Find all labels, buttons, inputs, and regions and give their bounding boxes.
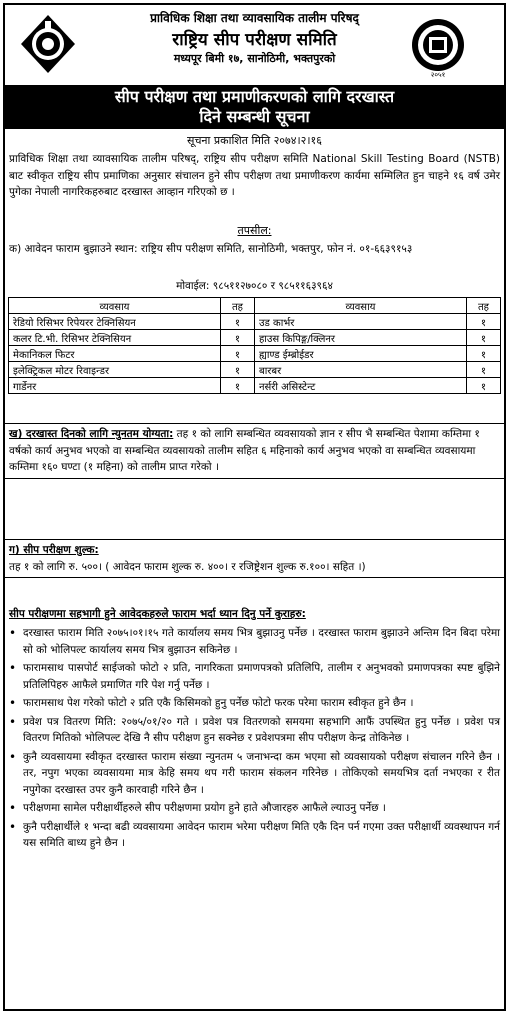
banner-line-2: दिने सम्बन्धी सूचना	[199, 107, 310, 126]
column-header-level: तह	[221, 298, 255, 314]
header	[5, 5, 504, 83]
list-item	[9, 625, 500, 658]
bullet-icon: •	[9, 749, 17, 764]
bullet-icon: •	[9, 801, 17, 815]
fee-label: ग) सीप परीक्षण शुल्क:	[9, 544, 99, 556]
list-item	[9, 660, 500, 693]
qualification-label: ख) दरखास्त दिनको लागि न्युनतम योग्यता:	[9, 428, 174, 440]
fee-text: तह १ को लागि रु. ५००। ( आवेदन फाराम शुल्क रु. ४००। र रजिष्ट्रेशन शुल्क रु.१००। सहित ।)	[9, 560, 366, 573]
occupation-table	[8, 297, 501, 394]
bullet-icon: •	[9, 714, 17, 729]
table-row	[9, 362, 501, 378]
level-cell: १	[467, 330, 501, 346]
board-address: मध्यपूर बिमी १७, सानोठिमी, भक्तपुरको	[173, 52, 336, 65]
occupation-cell: मेकानिकल फिटर	[9, 346, 221, 362]
table-row	[9, 314, 501, 330]
bullet-icon: •	[9, 626, 17, 640]
list-item	[9, 714, 500, 747]
notes-list	[9, 625, 500, 854]
occupation-cell: कलर टि.भी. रिसिभर टेक्निसियन	[9, 330, 221, 346]
note-text: फारामसाथ पासपोर्ट साईजको फोटो २ प्रति, नागरिकता प्रमाणपत्रको प्रतिलिपि, तालीम र अनुभवको प्रमाणपत्रका स्पष्ट बुझिने प्रतिलिपिहरु आफैले प्रमाणित गरि पेश गर्नु पर्नेछ ।	[23, 662, 500, 691]
bullet-icon: •	[9, 819, 17, 834]
application-place: क) आवेदन फाराम बुझाउने स्थान: राष्ट्रिय सीप परीक्षण समिति, सानोठिमी, भक्तपुर, फोन नं. ०१-६६३९१५३	[9, 243, 413, 255]
table-row	[9, 346, 501, 362]
level-cell: १	[221, 346, 255, 362]
level-cell: १	[221, 362, 255, 378]
list-item	[9, 695, 500, 712]
qualification-section	[5, 423, 504, 479]
occupation-cell: ह्याण्ड ईम्ब्रोईडर	[255, 346, 467, 362]
table-row	[9, 330, 501, 346]
note-text: प्रवेश पत्र वितरण मिति: २०७५/०१/२० गते । प्रवेश पत्र वितरणको समयमा सहभागि आफैं उपस्थित हुनु पर्नेछ । प्रवेश पत्र वितरण मितिको भोलिपल्ट देखि नै सीप परीक्षण हुन सक्नेछ र प्रवेशपत्रमा सीप परीक्षण केन्द्र तोकिनेछ ।	[23, 715, 500, 744]
qualification-text: तह १ को लागि सम्बन्धित व्यवसायको ज्ञान र सीप भै सम्बन्धित पेशामा कम्तिमा १ वर्षको कार्य अनुभव भएको वा सम्बन्धित व्यवसायको तालीम सहित ६ महिनाको कार्य अनुभव भएको वा सम्बन्धित व्यवसायमा कम्तिमा १६० घण्टा (१ महिना) को तालीम प्राप्त गरेको ।	[9, 428, 480, 473]
bullet-icon: •	[9, 661, 17, 675]
table-row	[9, 378, 501, 394]
notice-frame	[3, 3, 506, 1011]
column-header-level: तह	[467, 298, 501, 314]
note-text: दरखास्त फाराम मिति २०७५।०१।१५ गते कार्यालय समय भित्र बुझाउनु पर्नेछ । दरखास्त फाराम बुझाउने अन्तिम दिन बिदा परेमा सो को भोलिपल्ट कार्यालय समय भित्र बुझाउन सकिनेछ ।	[23, 627, 500, 656]
banner-line-1: सीप परीक्षण तथा प्रमाणीकरणको लागि दरखास्त	[114, 87, 395, 106]
table-header-row	[9, 298, 501, 314]
level-cell: १	[221, 314, 255, 330]
fee-box	[5, 539, 504, 578]
fee-section	[5, 539, 504, 578]
intro-paragraph: प्राविधिक शिक्षा तथा व्यावसायिक तालीम परिषद्, राष्ट्रिय सीप परीक्षण समिति National Skill Testing Board (NSTB) बाट स्वीकृत राष्ट्रिय सीप प्रमाणिका अनुसार संचालन हुने सीप परीक्षण तथा प्रमाणीकरण कार्यमा सम्मिलित हुन चाहने १६ वर्ष उमेर पुगेका नेपाली नागरिकहरुबाट दरखास्त आव्हान गरिएको छ ।	[9, 153, 500, 198]
column-header-occupation: व्यवसाय	[9, 298, 221, 314]
occupation-cell: रेडियो रिसिभर रिपेयरर टेक्निसियन	[9, 314, 221, 330]
note-text: कुनै व्यवसायमा स्वीकृत दरखास्त फाराम संख्या न्युनतम ५ जनाभन्दा कम भएमा सो व्यवसायको परीक्षण संचालन गरिने छैन । तर, नपुग भएका व्यवसायमा मात्र केहि समय थप गरी फाराम संकलन गरिनेछ । तोकिएको समयभित्र दर्ता नभएका र रीत नपुगेका दरखास्त उपर कुनै कारवाही गरिने छैन ।	[23, 750, 500, 796]
level-cell: १	[467, 362, 501, 378]
council-name: प्राविधिक शिक्षा तथा व्यावसायिक तालीम परिषद्	[150, 11, 359, 25]
qualification-box	[5, 423, 504, 479]
level-cell: १	[467, 378, 501, 394]
details-heading: तपसील:	[237, 224, 272, 237]
level-cell: १	[467, 346, 501, 362]
occupation-cell: इलेक्ट्रिकल मोटर रिवाइन्डर	[9, 362, 221, 378]
board-name: राष्ट्रिय सीप परीक्षण समिति	[172, 30, 337, 50]
note-text: कुनै परीक्षार्थीले १ भन्दा बढी व्यवसायमा आवेदन फाराम भरेमा परीक्षण मिति एकै दिन पर्न गएमा उक्त परीक्षार्थी व्यवस्थापन गर्न यस समिति बाध्य हुने छैन ।	[23, 820, 500, 849]
column-header-occupation: व्यवसाय	[255, 298, 467, 314]
bullet-icon: •	[9, 696, 17, 710]
occupation-cell: हाउस किपिङ्ग/क्लिनर	[255, 330, 467, 346]
published-date: सूचना प्रकाशित मिति २०७४।२।१६	[187, 134, 322, 147]
level-cell: १	[221, 378, 255, 394]
logo-year: २०५१	[430, 71, 446, 79]
occupation-cell: बारबर	[255, 362, 467, 378]
list-item	[9, 819, 500, 852]
notes-heading: सीप परीक्षणमा सहभागी हुने आवेदकहरुले फाराम भर्दा ध्यान दिनु पर्ने कुराहरु:	[9, 608, 306, 620]
mobile-numbers: मोवाईल: ९८५११२७०८० र ९८५११६३९६४	[176, 280, 333, 292]
occupation-cell: उड कार्भर	[255, 314, 467, 330]
list-item	[9, 749, 500, 799]
occupation-cell: नर्सरी असिस्टेन्ट	[255, 378, 467, 394]
list-item	[9, 800, 500, 817]
level-cell: १	[221, 330, 255, 346]
notice-banner	[5, 85, 504, 129]
occupation-cell: गार्डेनर	[9, 378, 221, 394]
nstb-gear-logo	[405, 17, 471, 79]
note-text: परीक्षणमा सामेल परीक्षार्थीहरुले सीप परीक्षणमा प्रयोग हुने हाते औजारहरु आफैले ल्याउनु पर्नेछ ।	[23, 802, 386, 814]
level-cell: १	[467, 314, 501, 330]
note-text: फारामसाथ पेश गरेको फोटो २ प्रति एकै किसिमको हुनु पर्नेछ फोटो फरक परेमा फाराम स्वीकृत हुने छैन ।	[23, 697, 414, 709]
